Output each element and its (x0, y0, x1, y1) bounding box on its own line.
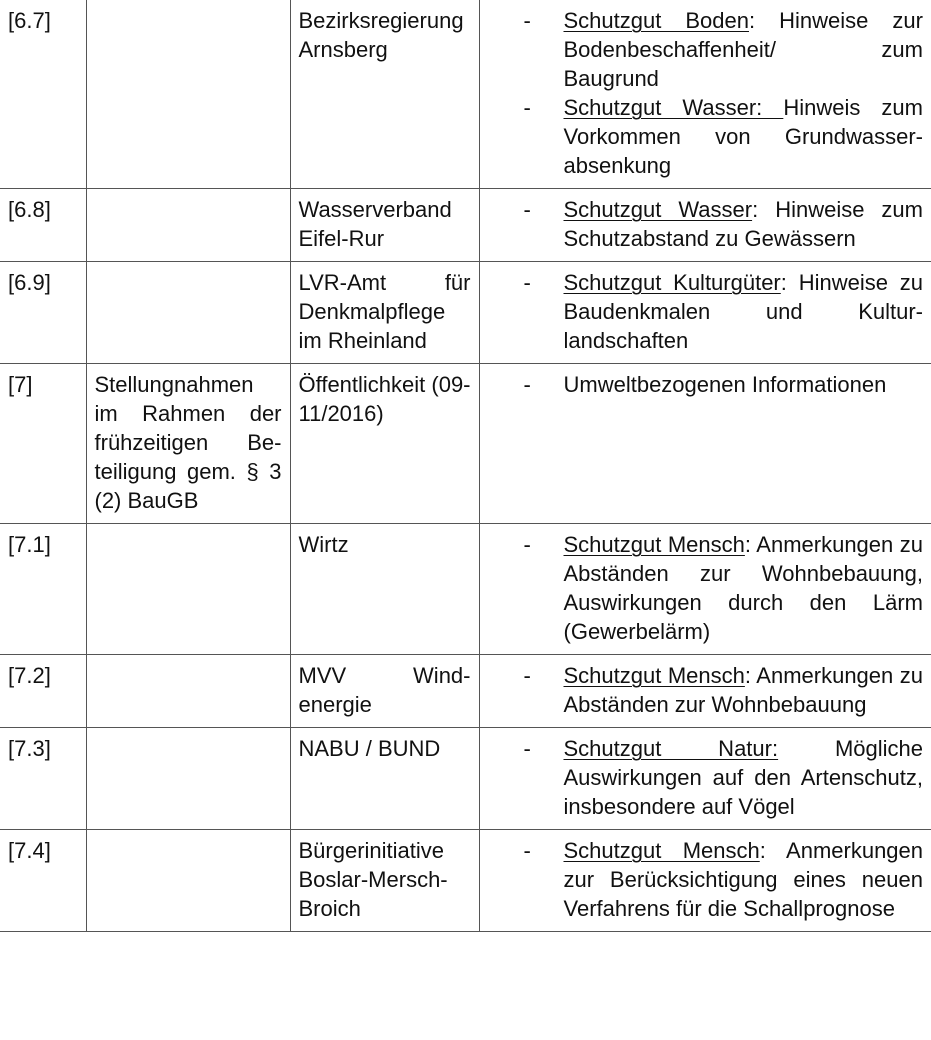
row-id: [7] (8, 372, 33, 397)
remarks-cell (479, 364, 931, 524)
source-cell (290, 189, 479, 262)
source-text: Bürgerinitiative Boslar-Mersch-Broich (298, 838, 448, 921)
remarks-cell (479, 262, 931, 364)
bullet-dash: - (523, 532, 531, 557)
protected-good-label: Schutzgut Mensch (563, 838, 760, 863)
remarks-list (488, 661, 924, 719)
remark-text: Anmerkungen zur Berücksichtigung eines neuen Verfahrens für die Schallprognose (563, 838, 924, 921)
remarks-list (488, 370, 924, 399)
protected-good-label: Schutzgut Wasser (563, 197, 753, 222)
remarks-list (488, 268, 924, 355)
remark-text: Umweltbezogenen Informationen (563, 372, 887, 397)
section-cell (86, 364, 290, 524)
section-cell (86, 262, 290, 364)
remarks-list (488, 195, 924, 253)
table-row (0, 728, 931, 830)
row-id-cell (0, 189, 86, 262)
table-row (0, 364, 931, 524)
row-id-cell (0, 364, 86, 524)
remark-text: Mögliche Auswirkungen auf den Artenschutz, insbesondere auf Vögel (563, 736, 923, 819)
section-cell (86, 189, 290, 262)
remark-item (488, 6, 924, 93)
remark-text: Hinweise zu Baudenkmalen und Kulturlandschaften (563, 270, 923, 353)
source-cell (290, 262, 479, 364)
source-cell (290, 364, 479, 524)
table-row (0, 0, 931, 189)
remarks-cell (479, 830, 931, 932)
remark-item (488, 93, 924, 180)
source-text: MVV Windenergie (298, 663, 471, 717)
source-text: Wirtz (298, 532, 349, 557)
row-id: [7.1] (8, 532, 51, 557)
source-cell (290, 524, 479, 655)
row-id: [6.8] (8, 197, 51, 222)
remark-text: Hinweise zum Schutzabstand zu Gewässern (563, 197, 923, 251)
remark-text: Hinweis zum Vorkommen von Grundwasserabsenkung (563, 95, 923, 178)
bullet-dash: - (523, 270, 531, 295)
table-row (0, 524, 931, 655)
remark-separator: : (759, 838, 766, 863)
remark-item (488, 836, 924, 923)
row-id-cell (0, 728, 86, 830)
protected-good-label: Schutzgut Mensch (563, 532, 745, 557)
remark-item (488, 268, 924, 355)
remark-text: Anmerkungen zu Abständen zur Wohnbebauung, Auswirkungen durch den Lärm (Gewerbelärm) (563, 532, 923, 644)
bullet-dash: - (523, 838, 531, 863)
section-cell (86, 0, 290, 189)
source-cell (290, 728, 479, 830)
remark-separator: : (748, 8, 756, 33)
remark-item (488, 530, 924, 646)
bullet-dash: - (523, 8, 531, 33)
row-id: [6.7] (8, 8, 51, 33)
remark-item (488, 734, 924, 821)
remark-item (488, 661, 924, 719)
remark-separator: : (752, 197, 759, 222)
remarks-cell (479, 728, 931, 830)
section-cell (86, 830, 290, 932)
bullet-dash: - (523, 95, 531, 120)
remarks-list (488, 836, 924, 923)
row-id-cell (0, 262, 86, 364)
remark-separator: : (744, 532, 751, 557)
remarks-list (488, 530, 924, 646)
remark-text: Hinweise zur Bodenbeschaffenheit/ zum Baugrund (563, 8, 923, 91)
section-cell (86, 655, 290, 728)
remark-separator: : (780, 270, 787, 295)
remarks-cell (479, 524, 931, 655)
remark-text: Anmerkungen zu Abständen zur Wohnbebauung (563, 663, 923, 717)
remark-item (488, 370, 924, 399)
bullet-dash: - (523, 372, 531, 397)
source-cell (290, 830, 479, 932)
source-text: NABU / BUND (298, 736, 441, 761)
remarks-cell (479, 189, 931, 262)
source-text: Öffentlichkeit (09-11/2016) (298, 372, 471, 426)
bullet-dash: - (523, 663, 531, 688)
protected-good-label: Schutzgut Mensch (563, 663, 745, 688)
protected-good-label: Schutzgut Kulturgüter (563, 270, 781, 295)
protected-good-label: Schutzgut Natur: (563, 736, 779, 761)
remarks-list (488, 734, 924, 821)
source-text: Bezirksregierung Arnsberg (298, 8, 464, 62)
source-text: LVR-Amt für Denkmalpflege im Rheinland (298, 270, 471, 353)
table-row (0, 655, 931, 728)
table-row (0, 189, 931, 262)
remarks-cell (479, 655, 931, 728)
bullet-dash: - (523, 197, 531, 222)
row-id-cell (0, 830, 86, 932)
remarks-list (488, 6, 924, 180)
section-text: Stellungnahmen im Rahmen der frühzeitigen Beteiligung gem. § 3 (2) BauGB (94, 372, 282, 513)
protected-good-label: Schutzgut Wasser: (563, 95, 784, 120)
row-id: [7.3] (8, 736, 51, 761)
remark-item (488, 195, 924, 253)
bullet-dash: - (523, 736, 531, 761)
table-row (0, 262, 931, 364)
source-cell (290, 0, 479, 189)
row-id: [6.9] (8, 270, 51, 295)
source-text: Wasserverband Eifel-Rur (298, 197, 452, 251)
row-id-cell (0, 524, 86, 655)
row-id-cell (0, 655, 86, 728)
remarks-cell (479, 0, 931, 189)
row-id: [7.2] (8, 663, 51, 688)
remark-separator: : (744, 663, 751, 688)
source-cell (290, 655, 479, 728)
section-cell (86, 524, 290, 655)
row-id: [7.4] (8, 838, 51, 863)
protected-good-label: Schutzgut Boden (563, 8, 749, 33)
section-cell (86, 728, 290, 830)
row-id-cell (0, 0, 86, 189)
table-row (0, 830, 931, 932)
